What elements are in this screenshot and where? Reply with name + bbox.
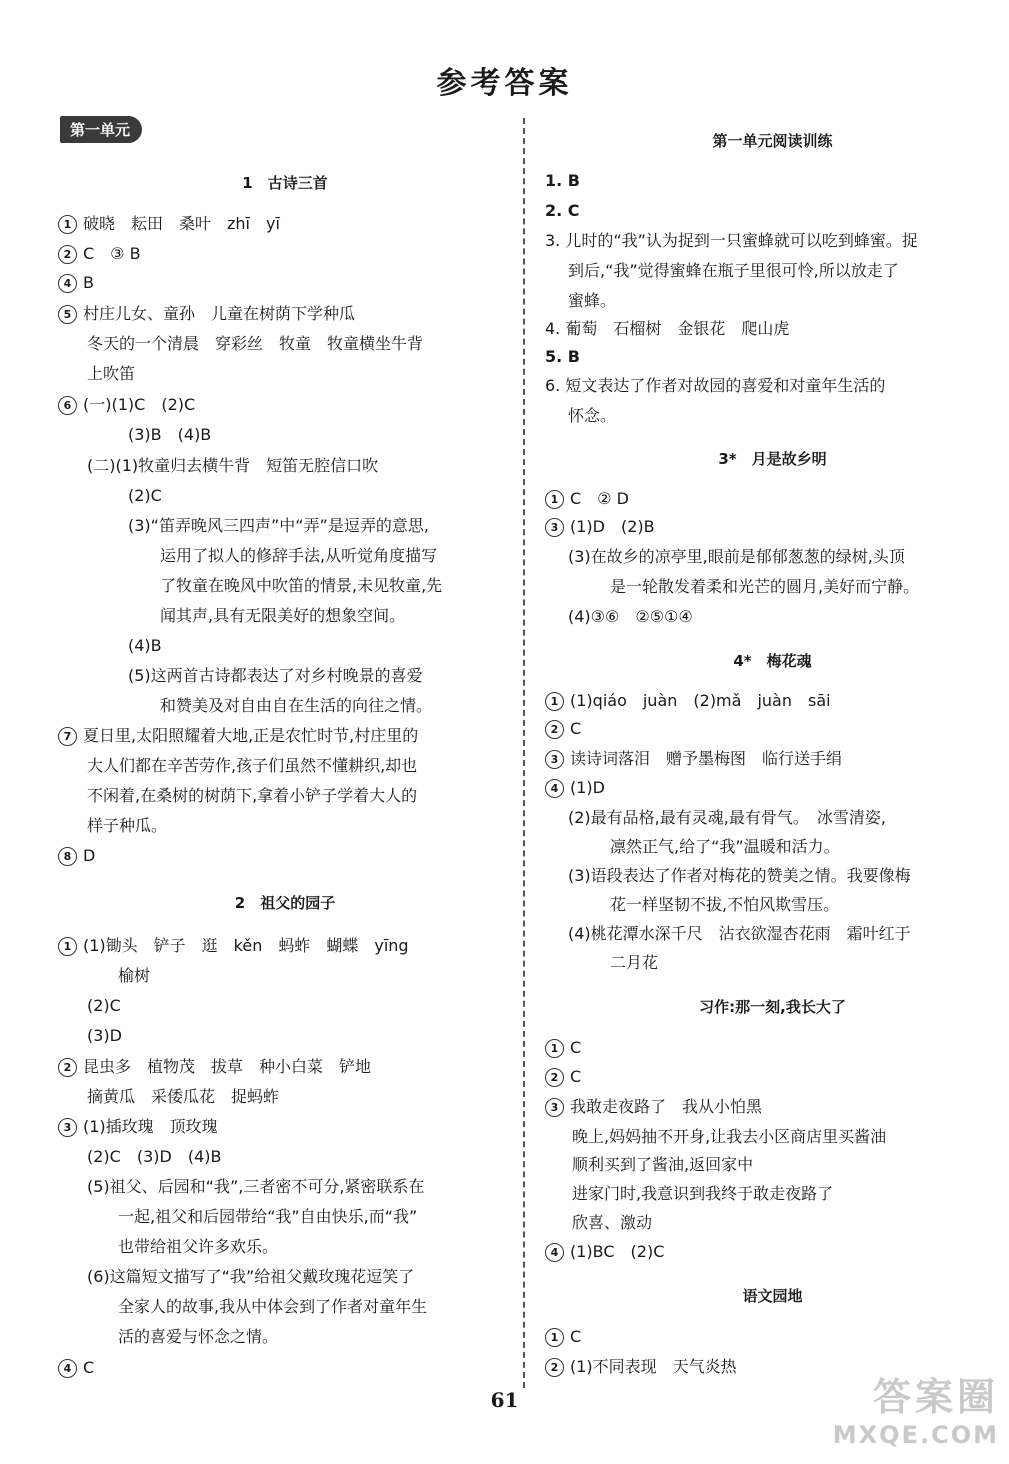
question-number-marker: 8: [58, 847, 77, 866]
answer-line: 欣喜、激动: [572, 1213, 653, 1232]
answer-line: 2 C: [545, 1066, 581, 1088]
answer-line: 一起,祖父和后园带给“我”自由快乐,而“我”: [118, 1207, 418, 1226]
question-number-marker: 2: [545, 1358, 564, 1377]
answer-line: 7 夏日里,太阳照耀着大地,正是农忙时节,村庄里的: [58, 725, 418, 747]
answer-line: 3. 儿时的“我”认为捉到一只蜜蜂就可以吃到蜂蜜。捉: [545, 231, 918, 250]
answer-line: (二)(1)牧童归去横牛背 短笛无腔信口吹: [87, 456, 379, 475]
answer-line: 1 (1)qiáo juàn (2)mǎ juàn sāi: [545, 690, 831, 712]
answer-line: 顺利买到了酱油,返回家中: [572, 1155, 754, 1174]
answer-line: 二月花: [610, 953, 659, 972]
answer-line: 闻其声,具有无限美好的想象空间。: [160, 606, 406, 625]
question-number-marker: 2: [58, 245, 77, 264]
answer-line: 全家人的故事,我从中体会到了作者对童年生: [118, 1297, 428, 1316]
answer-line: (4)③⑥ ②⑤①④: [568, 607, 693, 626]
answer-line: 活的喜爱与怀念之情。: [118, 1327, 279, 1346]
question-number-marker: 1: [58, 937, 77, 956]
answer-line: (2)C: [128, 486, 162, 505]
answer-line: 4 C: [58, 1357, 94, 1379]
question-number-marker: 3: [545, 518, 564, 537]
answer-line: 冬天的一个清晨 穿彩丝 牧童 牧童横坐牛背: [87, 334, 424, 353]
section-heading: 第一单元阅读训练: [712, 132, 833, 150]
answer-line: 4 (1)BC (2)C: [545, 1241, 664, 1263]
question-number-marker: 7: [58, 727, 77, 746]
answer-line: 6 (一)(1)C (2)C: [58, 394, 195, 416]
question-number-marker: 4: [545, 779, 564, 798]
watermark-text: 答案圈: [872, 1375, 999, 1419]
question-number-marker: 4: [545, 1243, 564, 1262]
answer-line: (5)祖父、后园和“我”,三者密不可分,紧密联系在: [87, 1177, 425, 1196]
answer-line: 4 (1)D: [545, 777, 605, 799]
answer-line: (2)C: [87, 996, 121, 1015]
answer-line: 5 村庄儿女、童孙 儿童在树荫下学种瓜: [58, 303, 355, 325]
answer-line: 4 B: [58, 272, 94, 294]
section-heading: 2 祖父的园子: [234, 894, 336, 912]
section-heading: 习作:那一刻,我长大了: [699, 998, 846, 1016]
answer-line: 摘黄瓜 采倭瓜花 捉蚂蚱: [87, 1087, 280, 1106]
answer-line: (3)语段表达了作者对梅花的赞美之情。我要像梅: [568, 866, 911, 885]
question-number-marker: 2: [545, 720, 564, 739]
section-heading: 语文园地: [742, 1287, 803, 1305]
answer-line: 蜜蜂。: [568, 291, 617, 310]
answer-line: 3 读诗词落泪 赠予墨梅图 临行送手绢: [545, 748, 842, 770]
question-number-marker: 2: [545, 1068, 564, 1087]
answer-line: (5)这两首古诗都表达了对乡村晚景的喜爱: [128, 666, 423, 685]
answer-line: 2 昆虫多 植物茂 拔草 种小白菜 铲地: [58, 1056, 371, 1078]
question-number-marker: 5: [58, 305, 77, 324]
answer-line: 5. B: [545, 347, 580, 366]
answer-line: 了牧童在晚风中吹笛的情景,未见牧童,先: [160, 576, 443, 595]
answer-line: 2 C ③ B: [58, 243, 141, 265]
answer-line: 6. 短文表达了作者对故园的喜爱和对童年生活的: [545, 376, 886, 395]
watermark-url: MXQE.COM: [832, 1421, 999, 1449]
question-number-marker: 3: [545, 1098, 564, 1117]
answer-line: 2 (1)不同表现 天气炎热: [545, 1356, 737, 1378]
page-number: 61: [490, 1388, 519, 1412]
answer-line: 进家门时,我意识到我终于敢走夜路了: [572, 1184, 834, 1203]
answer-line: 晚上,妈妈抽不开身,让我去小区商店里买酱油: [572, 1127, 887, 1146]
question-number-marker: 1: [545, 1328, 564, 1347]
answer-line: 1 C: [545, 1326, 581, 1348]
watermark-logo: [833, 1366, 999, 1449]
answer-line: 榆树: [118, 966, 151, 985]
page-title: 参考答案: [436, 66, 573, 101]
question-number-marker: 3: [545, 750, 564, 769]
answer-line: 2. C: [545, 201, 580, 220]
column-divider: [523, 118, 525, 1388]
question-number-marker: 6: [58, 396, 77, 415]
answer-line: 上吹笛: [87, 364, 136, 383]
answer-line: 1 C ② D: [545, 488, 629, 510]
answer-line: (3)“笛弄晚风三四声”中“弄”是逗弄的意思,: [128, 516, 429, 535]
section-heading: 3* 月是故乡明: [718, 450, 827, 468]
answer-line: 到后,“我”觉得蜜蜂在瓶子里很可怜,所以放走了: [568, 261, 899, 280]
answer-line: 是一轮散发着柔和光芒的圆月,美好而宁静。: [610, 577, 920, 596]
question-number-marker: 1: [545, 1039, 564, 1058]
answer-line: 3 (1)插玫瑰 顶玫瑰: [58, 1116, 218, 1138]
answer-line: 不闲着,在桑树的树荫下,拿着小铲子学着大人的: [87, 786, 418, 805]
answer-line: (6)这篇短文描写了“我”给祖父戴玫瑰花逗笑了: [87, 1267, 415, 1286]
answer-line: 凛然正气,给了“我”温暖和活力。: [610, 837, 840, 856]
answer-line: 3 我敢走夜路了 我从小怕黑: [545, 1096, 762, 1118]
answer-line: (4)B: [128, 636, 162, 655]
question-number-marker: 1: [545, 490, 564, 509]
answer-line: (3)在故乡的凉亭里,眼前是郁郁葱葱的绿树,头顶: [568, 547, 905, 566]
answer-line: 2 C: [545, 718, 581, 740]
answer-line: (3)B (4)B: [128, 425, 212, 444]
answer-line: 样子种瓜。: [87, 816, 168, 835]
unit-badge: 第一单元: [60, 116, 142, 143]
answer-line: 1 (1)锄头 铲子 逛 kěn 蚂蚱 蝴蝶 yīng: [58, 935, 409, 957]
answer-line: 大人们都在辛苦劳作,孩子们虽然不懂耕织,却也: [87, 756, 418, 775]
section-heading: 1 古诗三首: [242, 174, 328, 192]
answer-line: 怀念。: [568, 406, 617, 425]
answer-line: 8 D: [58, 845, 95, 867]
section-heading: 4* 梅花魂: [733, 652, 812, 670]
answer-line: 4. 葡萄 石榴树 金银花 爬山虎: [545, 319, 790, 338]
question-number-marker: 2: [58, 1058, 77, 1077]
answer-line: (2)C (3)D (4)B: [87, 1147, 222, 1166]
question-number-marker: 4: [58, 1359, 77, 1378]
answer-line: 1. B: [545, 171, 580, 190]
answer-line: 也带给祖父许多欢乐。: [118, 1237, 279, 1256]
answer-line: 1 C: [545, 1037, 581, 1059]
answer-line: 1 破晓 耘田 桑叶 zhī yī: [58, 213, 280, 235]
question-number-marker: 3: [58, 1118, 77, 1137]
question-number-marker: 1: [545, 692, 564, 711]
answer-line: 3 (1)D (2)B: [545, 516, 655, 538]
question-number-marker: 4: [58, 274, 77, 293]
answer-line: 运用了拟人的修辞手法,从听觉角度描写: [160, 546, 438, 565]
answer-line: 花一样坚韧不拔,不怕风欺雪压。: [610, 895, 840, 914]
answer-line: 和赞美及对自由自在生活的向往之情。: [160, 696, 433, 715]
answer-line: (3)D: [87, 1026, 122, 1045]
answer-line: (4)桃花潭水深千尺 沾衣欲湿杏花雨 霜叶红于: [568, 924, 911, 943]
answer-line: (2)最有品格,最有灵魂,最有骨气。 冰雪清姿,: [568, 808, 886, 827]
question-number-marker: 1: [58, 215, 77, 234]
